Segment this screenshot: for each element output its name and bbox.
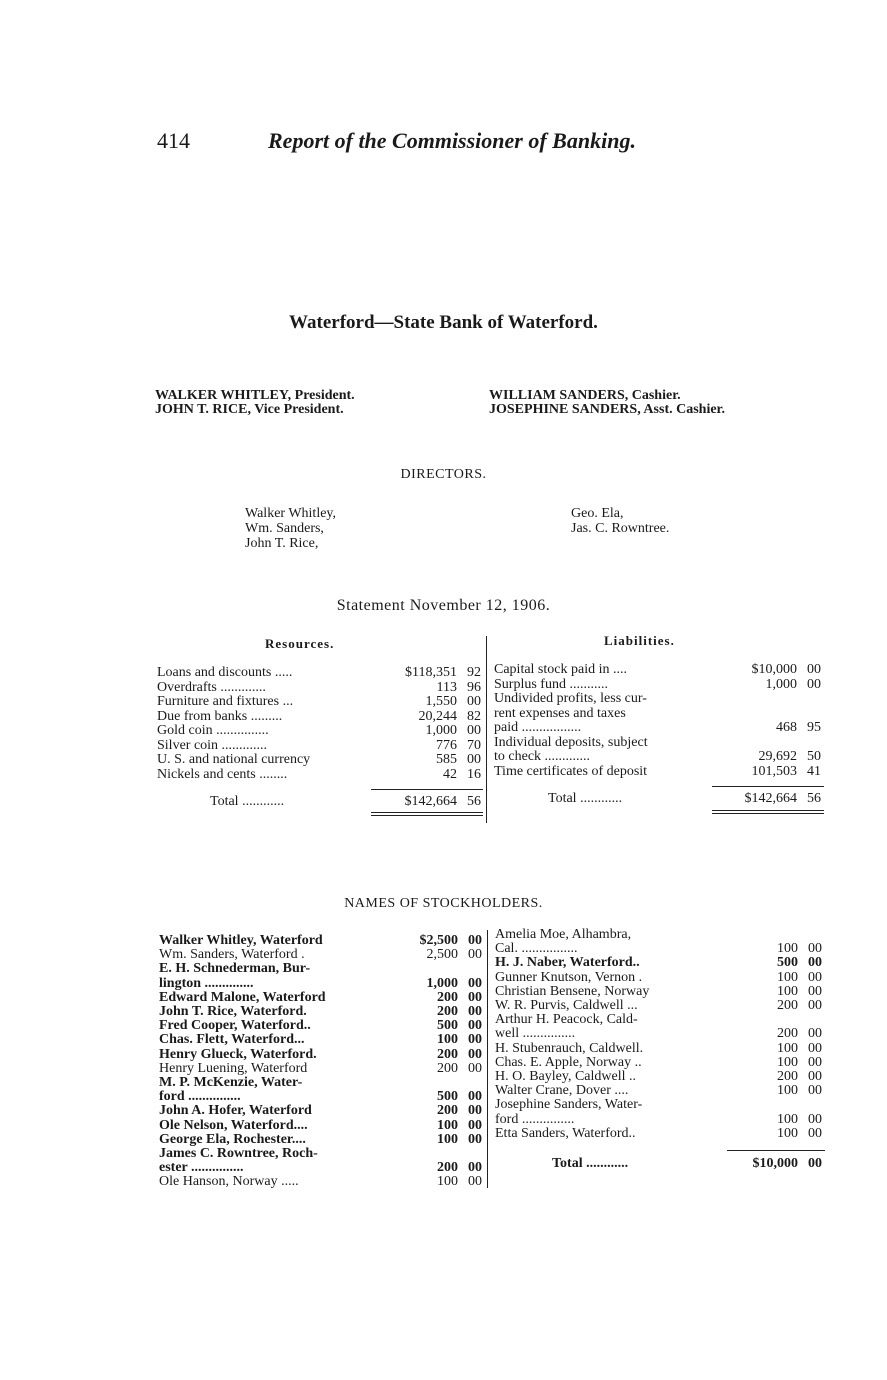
director-name: Geo. Ela, xyxy=(571,506,624,521)
resource-row xyxy=(157,695,484,709)
row-label: Nickels and cents ........ xyxy=(157,766,288,782)
row-dollars: 585 xyxy=(436,752,457,767)
row-label: H. J. Naber, Waterford.. xyxy=(495,955,640,971)
row-label: Capital stock paid in .... xyxy=(494,662,627,677)
row-dollars: 200 xyxy=(777,998,798,1013)
row-cents: 00 xyxy=(808,1026,822,1042)
row-dollars: 500 xyxy=(437,1018,458,1034)
row-dollars: 200 xyxy=(777,1069,798,1084)
row-cents: 70 xyxy=(467,737,481,753)
row-dollars: 20,244 xyxy=(418,708,457,724)
stockholder-row xyxy=(495,1127,825,1141)
stockholder-row xyxy=(159,1076,485,1090)
row-cents: 00 xyxy=(467,752,481,767)
row-label: James C. Rowntree, Roch- xyxy=(159,1146,318,1161)
rule xyxy=(712,786,824,787)
row-label: Walker Whitley, Waterford xyxy=(159,933,323,948)
row-dollars: 200 xyxy=(437,989,458,1005)
row-label: Silver coin ............. xyxy=(157,737,268,753)
stockholder-row xyxy=(159,948,485,962)
row-dollars: 113 xyxy=(436,679,457,695)
row-dollars: 100 xyxy=(777,983,798,999)
row-cents: 95 xyxy=(807,720,821,735)
row-label: Cal. ................ xyxy=(495,941,578,957)
row-dollars: 100 xyxy=(437,1032,458,1048)
row-dollars: 776 xyxy=(436,737,457,753)
stockholder-row xyxy=(495,942,825,956)
row-label: John A. Hofer, Waterford xyxy=(159,1103,312,1119)
resource-row xyxy=(157,768,484,782)
row-cents: 56 xyxy=(807,791,821,806)
row-cents: 00 xyxy=(467,694,481,709)
liability-row xyxy=(494,707,824,721)
stockholder-row xyxy=(159,1090,485,1104)
row-label: well ............... xyxy=(495,1026,576,1042)
liability-row xyxy=(494,721,824,735)
row-dollars: 200 xyxy=(437,1060,458,1076)
row-cents: 56 xyxy=(467,794,481,809)
row-label: Josephine Sanders, Water- xyxy=(495,1097,643,1113)
row-cents: 00 xyxy=(808,1083,822,1099)
column-divider xyxy=(486,636,487,823)
row-label: H. O. Bayley, Caldwell .. xyxy=(495,1069,637,1084)
row-dollars: 200 xyxy=(437,1160,458,1176)
stockholders-total-row xyxy=(552,1157,825,1171)
row-dollars: 100 xyxy=(777,969,798,985)
row-label: Walter Crane, Dover .... xyxy=(495,1083,629,1099)
resource-row xyxy=(157,666,484,680)
double-rule xyxy=(712,810,824,814)
row-label: Time certificates of deposit xyxy=(494,763,648,779)
stockholder-row xyxy=(495,1098,825,1112)
row-cents: 00 xyxy=(468,1060,482,1076)
row-dollars: $118,351 xyxy=(405,665,457,680)
resource-row xyxy=(157,739,484,753)
row-dollars: 101,503 xyxy=(751,763,797,779)
row-cents: 00 xyxy=(468,1004,482,1019)
liabilities-heading: Liabilities. xyxy=(604,633,675,648)
stockholder-row xyxy=(159,991,485,1005)
row-label: Arthur H. Peacock, Cald- xyxy=(495,1012,638,1028)
row-cents: 92 xyxy=(467,665,481,680)
director-name: Walker Whitley, xyxy=(245,506,337,521)
stockholder-row xyxy=(159,1048,485,1062)
row-cents: 00 xyxy=(468,1131,482,1147)
row-cents: 00 xyxy=(468,1160,482,1176)
row-cents: 00 xyxy=(808,983,822,999)
officer-president: WALKER WHITLEY, President. xyxy=(155,388,355,403)
row-label: rent expenses and taxes xyxy=(494,705,626,721)
row-label: Total ............ xyxy=(548,791,623,806)
stockholder-row xyxy=(159,962,485,976)
row-cents: 00 xyxy=(467,723,481,738)
row-label: H. Stubenrauch, Caldwell. xyxy=(495,1040,644,1056)
row-label: Due from banks ......... xyxy=(157,708,283,724)
row-dollars: 1,550 xyxy=(425,694,457,709)
row-cents: 41 xyxy=(807,763,821,779)
row-cents: 00 xyxy=(808,969,822,985)
row-label: Total ............ xyxy=(210,794,285,809)
row-label: Henry Glueck, Waterford. xyxy=(159,1046,317,1062)
stockholder-row xyxy=(159,1133,485,1147)
row-cents: 00 xyxy=(468,1018,482,1034)
row-dollars: $142,664 xyxy=(744,791,797,806)
resource-row xyxy=(157,753,484,767)
row-dollars: 200 xyxy=(777,1026,798,1042)
row-cents: 00 xyxy=(807,662,821,677)
row-label: Chas. E. Apple, Norway .. xyxy=(495,1054,642,1070)
liabilities-total-row xyxy=(548,792,824,806)
row-label: Christian Bensene, Norway xyxy=(495,983,650,999)
row-dollars: 100 xyxy=(777,1040,798,1056)
row-cents: 00 xyxy=(468,1103,482,1119)
row-dollars: $10,000 xyxy=(752,1156,798,1171)
row-dollars: 100 xyxy=(777,1111,798,1127)
row-cents: 00 xyxy=(468,1117,482,1133)
row-dollars: 42 xyxy=(443,766,457,782)
stockholder-row xyxy=(159,1175,485,1189)
resources-heading: Resources. xyxy=(265,636,335,651)
liability-row xyxy=(494,736,824,750)
row-cents: 00 xyxy=(468,1089,482,1105)
row-label: Loans and discounts ..... xyxy=(157,665,293,680)
stockholder-row xyxy=(159,1019,485,1033)
column-divider xyxy=(487,930,488,1188)
row-cents: 00 xyxy=(808,1069,822,1084)
row-cents: 00 xyxy=(468,933,482,948)
director-name: Jas. C. Rowntree. xyxy=(571,521,670,536)
row-dollars: $2,500 xyxy=(419,933,458,948)
row-label: Overdrafts ............. xyxy=(157,679,266,695)
row-label: Gold coin ............... xyxy=(157,723,269,738)
rule xyxy=(371,789,483,790)
row-dollars: 100 xyxy=(777,1054,798,1070)
row-dollars: 1,000 xyxy=(425,723,457,738)
row-label: Gunner Knutson, Vernon . xyxy=(495,969,643,985)
liability-row xyxy=(494,765,824,779)
resource-row xyxy=(157,681,484,695)
row-label: Henry Luening, Waterford xyxy=(159,1060,308,1076)
row-dollars: 468 xyxy=(776,720,797,735)
row-dollars: 100 xyxy=(777,941,798,957)
row-label: Ole Nelson, Waterford.... xyxy=(159,1117,308,1133)
row-dollars: 100 xyxy=(777,1083,798,1099)
row-dollars: $142,664 xyxy=(404,794,457,809)
stockholder-row xyxy=(495,999,825,1013)
row-label: Total ............ xyxy=(552,1156,629,1171)
row-cents: 00 xyxy=(807,676,821,692)
row-label: Ole Hanson, Norway ..... xyxy=(159,1174,299,1190)
row-label: John T. Rice, Waterford. xyxy=(159,1004,307,1019)
row-cents: 82 xyxy=(467,708,481,724)
row-label: ester ............... xyxy=(159,1160,244,1176)
row-cents: 00 xyxy=(808,955,822,971)
liability-row xyxy=(494,692,824,706)
officer-vice-president: JOHN T. RICE, Vice President. xyxy=(155,402,344,417)
row-label: E. H. Schnederman, Bur- xyxy=(159,961,311,977)
stockholder-row xyxy=(495,928,825,942)
running-title: Report of the Commissioner of Banking. xyxy=(268,128,636,153)
row-cents: 00 xyxy=(808,941,822,957)
row-label: Chas. Flett, Waterford... xyxy=(159,1032,305,1048)
row-dollars: 100 xyxy=(777,1125,798,1141)
row-label: M. P. McKenzie, Water- xyxy=(159,1075,303,1090)
stockholder-row xyxy=(159,1033,485,1047)
statement-title: Statement November 12, 1906. xyxy=(336,597,551,614)
row-label: Surplus fund ........... xyxy=(494,676,608,692)
stockholder-row xyxy=(159,1062,485,1076)
row-label: George Ela, Rochester.... xyxy=(159,1131,306,1147)
row-label: Amelia Moe, Alhambra, xyxy=(495,927,632,942)
row-cents: 00 xyxy=(808,1040,822,1056)
row-cents: 00 xyxy=(808,1156,822,1171)
row-label: Furniture and fixtures ... xyxy=(157,694,294,709)
row-cents: 16 xyxy=(467,766,481,782)
stockholder-row xyxy=(495,1013,825,1027)
row-label: Undivided profits, less cur- xyxy=(494,691,647,706)
row-dollars: 200 xyxy=(437,1004,458,1019)
stockholder-row xyxy=(495,1042,825,1056)
row-label: Etta Sanders, Waterford.. xyxy=(495,1125,636,1141)
row-label: ford ............... xyxy=(495,1111,575,1127)
row-cents: 00 xyxy=(468,989,482,1005)
stockholder-row xyxy=(159,1005,485,1019)
stockholder-row xyxy=(495,956,825,970)
row-dollars: 1,000 xyxy=(765,676,797,692)
row-dollars: 200 xyxy=(437,1103,458,1119)
row-dollars: 29,692 xyxy=(758,749,797,764)
stockholder-row xyxy=(159,1119,485,1133)
stockholder-row xyxy=(159,934,485,948)
row-label: W. R. Purvis, Caldwell ... xyxy=(495,998,638,1013)
stockholder-row xyxy=(495,1070,825,1084)
row-cents: 50 xyxy=(807,749,821,764)
row-dollars: 500 xyxy=(437,1089,458,1105)
stockholder-row xyxy=(159,977,485,991)
row-label: to check ............. xyxy=(494,749,591,764)
double-rule xyxy=(371,812,483,816)
row-dollars: 200 xyxy=(437,1046,458,1062)
row-label: U. S. and national currency xyxy=(157,752,311,767)
row-dollars: 500 xyxy=(777,955,798,971)
row-label: paid ................. xyxy=(494,720,582,735)
row-cents: 00 xyxy=(468,975,482,991)
officer-asst-cashier: JOSEPHINE SANDERS, Asst. Cashier. xyxy=(489,402,725,417)
row-cents: 00 xyxy=(808,1054,822,1070)
bank-title: Waterford—State Bank of Waterford. xyxy=(289,312,598,333)
page-number: 414 xyxy=(157,128,190,153)
row-label: Individual deposits, subject xyxy=(494,734,648,750)
row-cents: 96 xyxy=(467,679,481,695)
stockholder-row xyxy=(495,1056,825,1070)
row-cents: 00 xyxy=(468,1046,482,1062)
row-label: Wm. Sanders, Waterford . xyxy=(159,947,305,963)
row-dollars: 100 xyxy=(437,1131,458,1147)
resource-row xyxy=(157,710,484,724)
directors-heading: DIRECTORS. xyxy=(400,467,487,482)
resources-total-row xyxy=(210,795,484,809)
row-cents: 00 xyxy=(808,1125,822,1141)
stockholder-row xyxy=(495,1027,825,1041)
rule xyxy=(727,1150,825,1151)
row-dollars: 2,500 xyxy=(426,947,458,963)
liability-row xyxy=(494,663,824,677)
row-cents: 00 xyxy=(808,1111,822,1127)
stockholder-row xyxy=(495,971,825,985)
row-cents: 00 xyxy=(468,1032,482,1048)
officer-cashier: WILLIAM SANDERS, Cashier. xyxy=(489,388,681,403)
liability-row xyxy=(494,750,824,764)
stockholders-heading: NAMES OF STOCKHOLDERS. xyxy=(344,896,543,911)
liability-row xyxy=(494,678,824,692)
row-dollars: 1,000 xyxy=(426,975,458,991)
row-dollars: 100 xyxy=(437,1117,458,1133)
row-label: ford ............... xyxy=(159,1089,241,1105)
row-cents: 00 xyxy=(468,1174,482,1190)
row-cents: 00 xyxy=(468,947,482,963)
row-dollars: 100 xyxy=(437,1174,458,1190)
director-name: Wm. Sanders, xyxy=(245,521,324,536)
row-cents: 00 xyxy=(808,998,822,1013)
stockholder-row xyxy=(159,1147,485,1161)
stockholder-row xyxy=(495,985,825,999)
row-label: lington .............. xyxy=(159,975,254,991)
row-label: Edward Malone, Waterford xyxy=(159,989,326,1005)
stockholder-row xyxy=(159,1161,485,1175)
stockholder-row xyxy=(495,1113,825,1127)
row-dollars: $10,000 xyxy=(751,662,797,677)
stockholder-row xyxy=(159,1104,485,1118)
resource-row xyxy=(157,724,484,738)
director-name: John T. Rice, xyxy=(245,536,319,551)
stockholder-row xyxy=(495,1084,825,1098)
row-label: Fred Cooper, Waterford.. xyxy=(159,1018,311,1034)
